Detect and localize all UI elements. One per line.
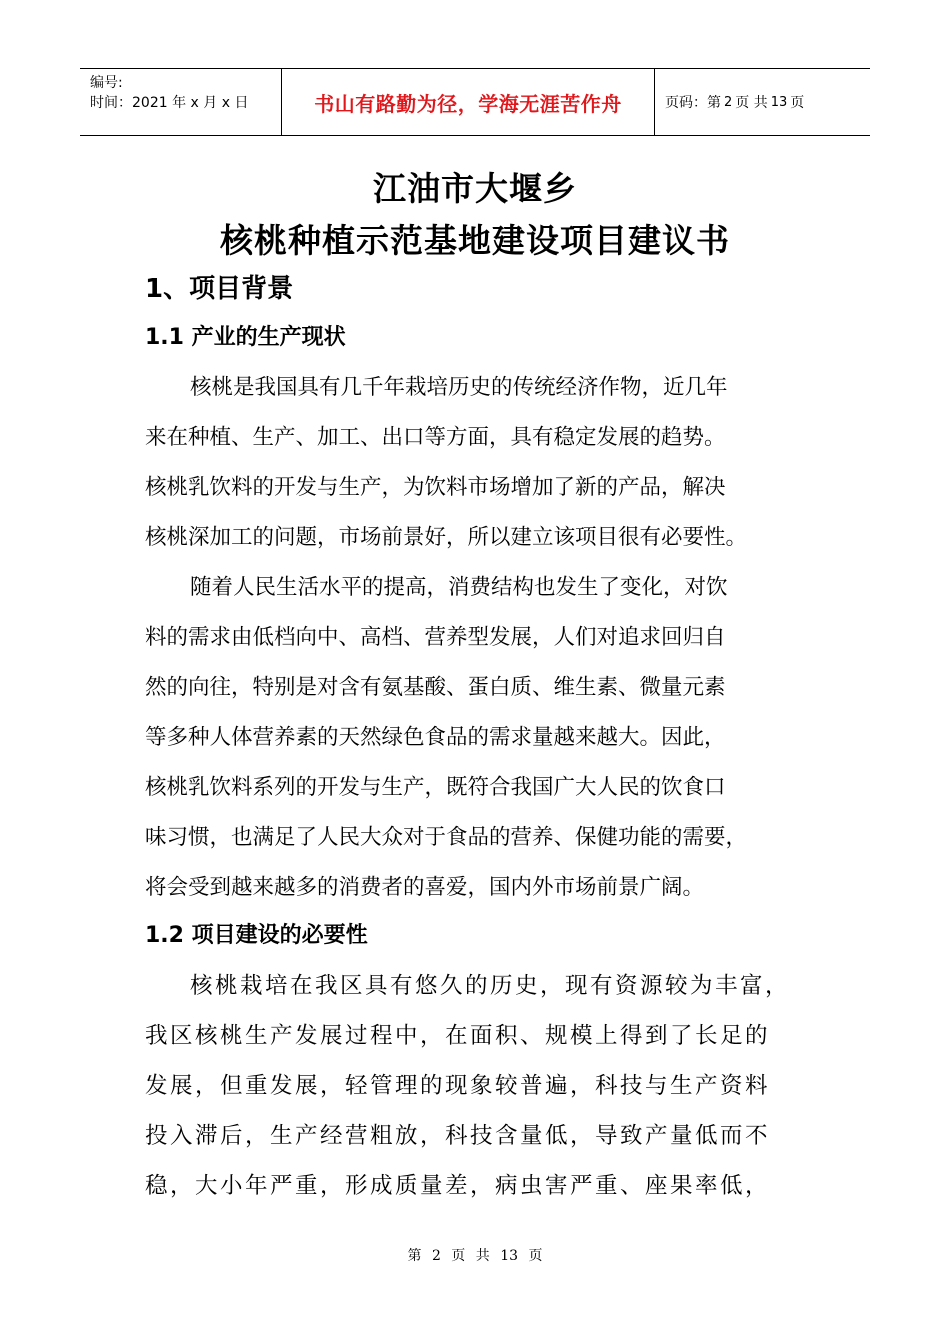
paragraph-line: 将会受到越来越多的消费者的喜爱，国内外市场前景广阔。	[145, 875, 705, 900]
header-meta	[80, 69, 282, 135]
paragraph-line: 等多种人体营养素的天然绿色食品的需求量越来越大。因此，	[145, 725, 726, 750]
section-1-1-heading: 1.1 产业的生产现状	[145, 325, 346, 350]
section-1-2-heading: 1.2 项目建设的必要性	[145, 923, 368, 948]
paragraph-line: 核桃栽培在我区具有悠久的历史，现有资源较为丰富，	[190, 973, 791, 999]
section-1-heading: 1、项目背景	[145, 274, 294, 304]
page-mid: 页 共	[735, 95, 768, 111]
header-page-info	[655, 69, 870, 135]
paragraph-line: 味习惯，也满足了人民大众对于食品的营养、保健功能的需要，	[145, 825, 748, 850]
paragraph-line: 核桃是我国具有几千年栽培历史的传统经济作物，近几年	[190, 375, 728, 400]
paragraph-line: 核桃深加工的问题，市场前景好，所以建立该项目很有必要性。	[145, 525, 748, 550]
number-label: 编号:	[90, 75, 123, 91]
paragraph-line: 料的需求由低档向中、高档、营养型发展，人们对追求回归自	[145, 625, 726, 650]
page-current: 2	[724, 94, 733, 110]
page-footer: 第 2 页 共 13 页	[407, 1248, 543, 1264]
paragraph-line: 我区核桃生产发展过程中，在面积、规模上得到了长足的	[145, 1023, 771, 1049]
header-table	[80, 68, 870, 136]
doc-title-line2: 核桃种植示范基地建设项目建议书	[220, 221, 730, 260]
paragraph-line: 随着人民生活水平的提高，消费结构也发生了变化，对饮	[190, 575, 728, 600]
paragraph-line: 核桃乳饮料的开发与生产，为饮料市场增加了新的产品，解决	[145, 475, 726, 500]
header-motto: 书山有路勤为径，学海无涯苦作舟	[282, 69, 655, 135]
doc-title-line1: 江油市大堰乡	[373, 169, 577, 208]
page-suffix: 页	[790, 95, 805, 111]
page-total: 13	[770, 94, 788, 110]
paragraph-line: 然的向往，特别是对含有氨基酸、蛋白质、维生素、微量元素	[145, 675, 726, 700]
paragraph-line: 稳，大小年严重，形成质量差，病虫害严重、座果率低，	[145, 1173, 771, 1199]
page-prefix: 页码：第	[665, 95, 721, 111]
paragraph-line: 来在种植、生产、加工、出口等方面，具有稳定发展的趋势。	[145, 425, 726, 450]
paragraph-line: 发展，但重发展，轻管理的现象较普遍，科技与生产资料	[145, 1073, 771, 1099]
time-label: 时间：2021 年 x 月 x 日	[90, 95, 249, 111]
paragraph-line: 核桃乳饮料系列的开发与生产，既符合我国广大人民的饮食口	[145, 775, 726, 800]
paragraph-line: 投入滞后，生产经营粗放，科技含量低，导致产量低而不	[145, 1123, 771, 1149]
